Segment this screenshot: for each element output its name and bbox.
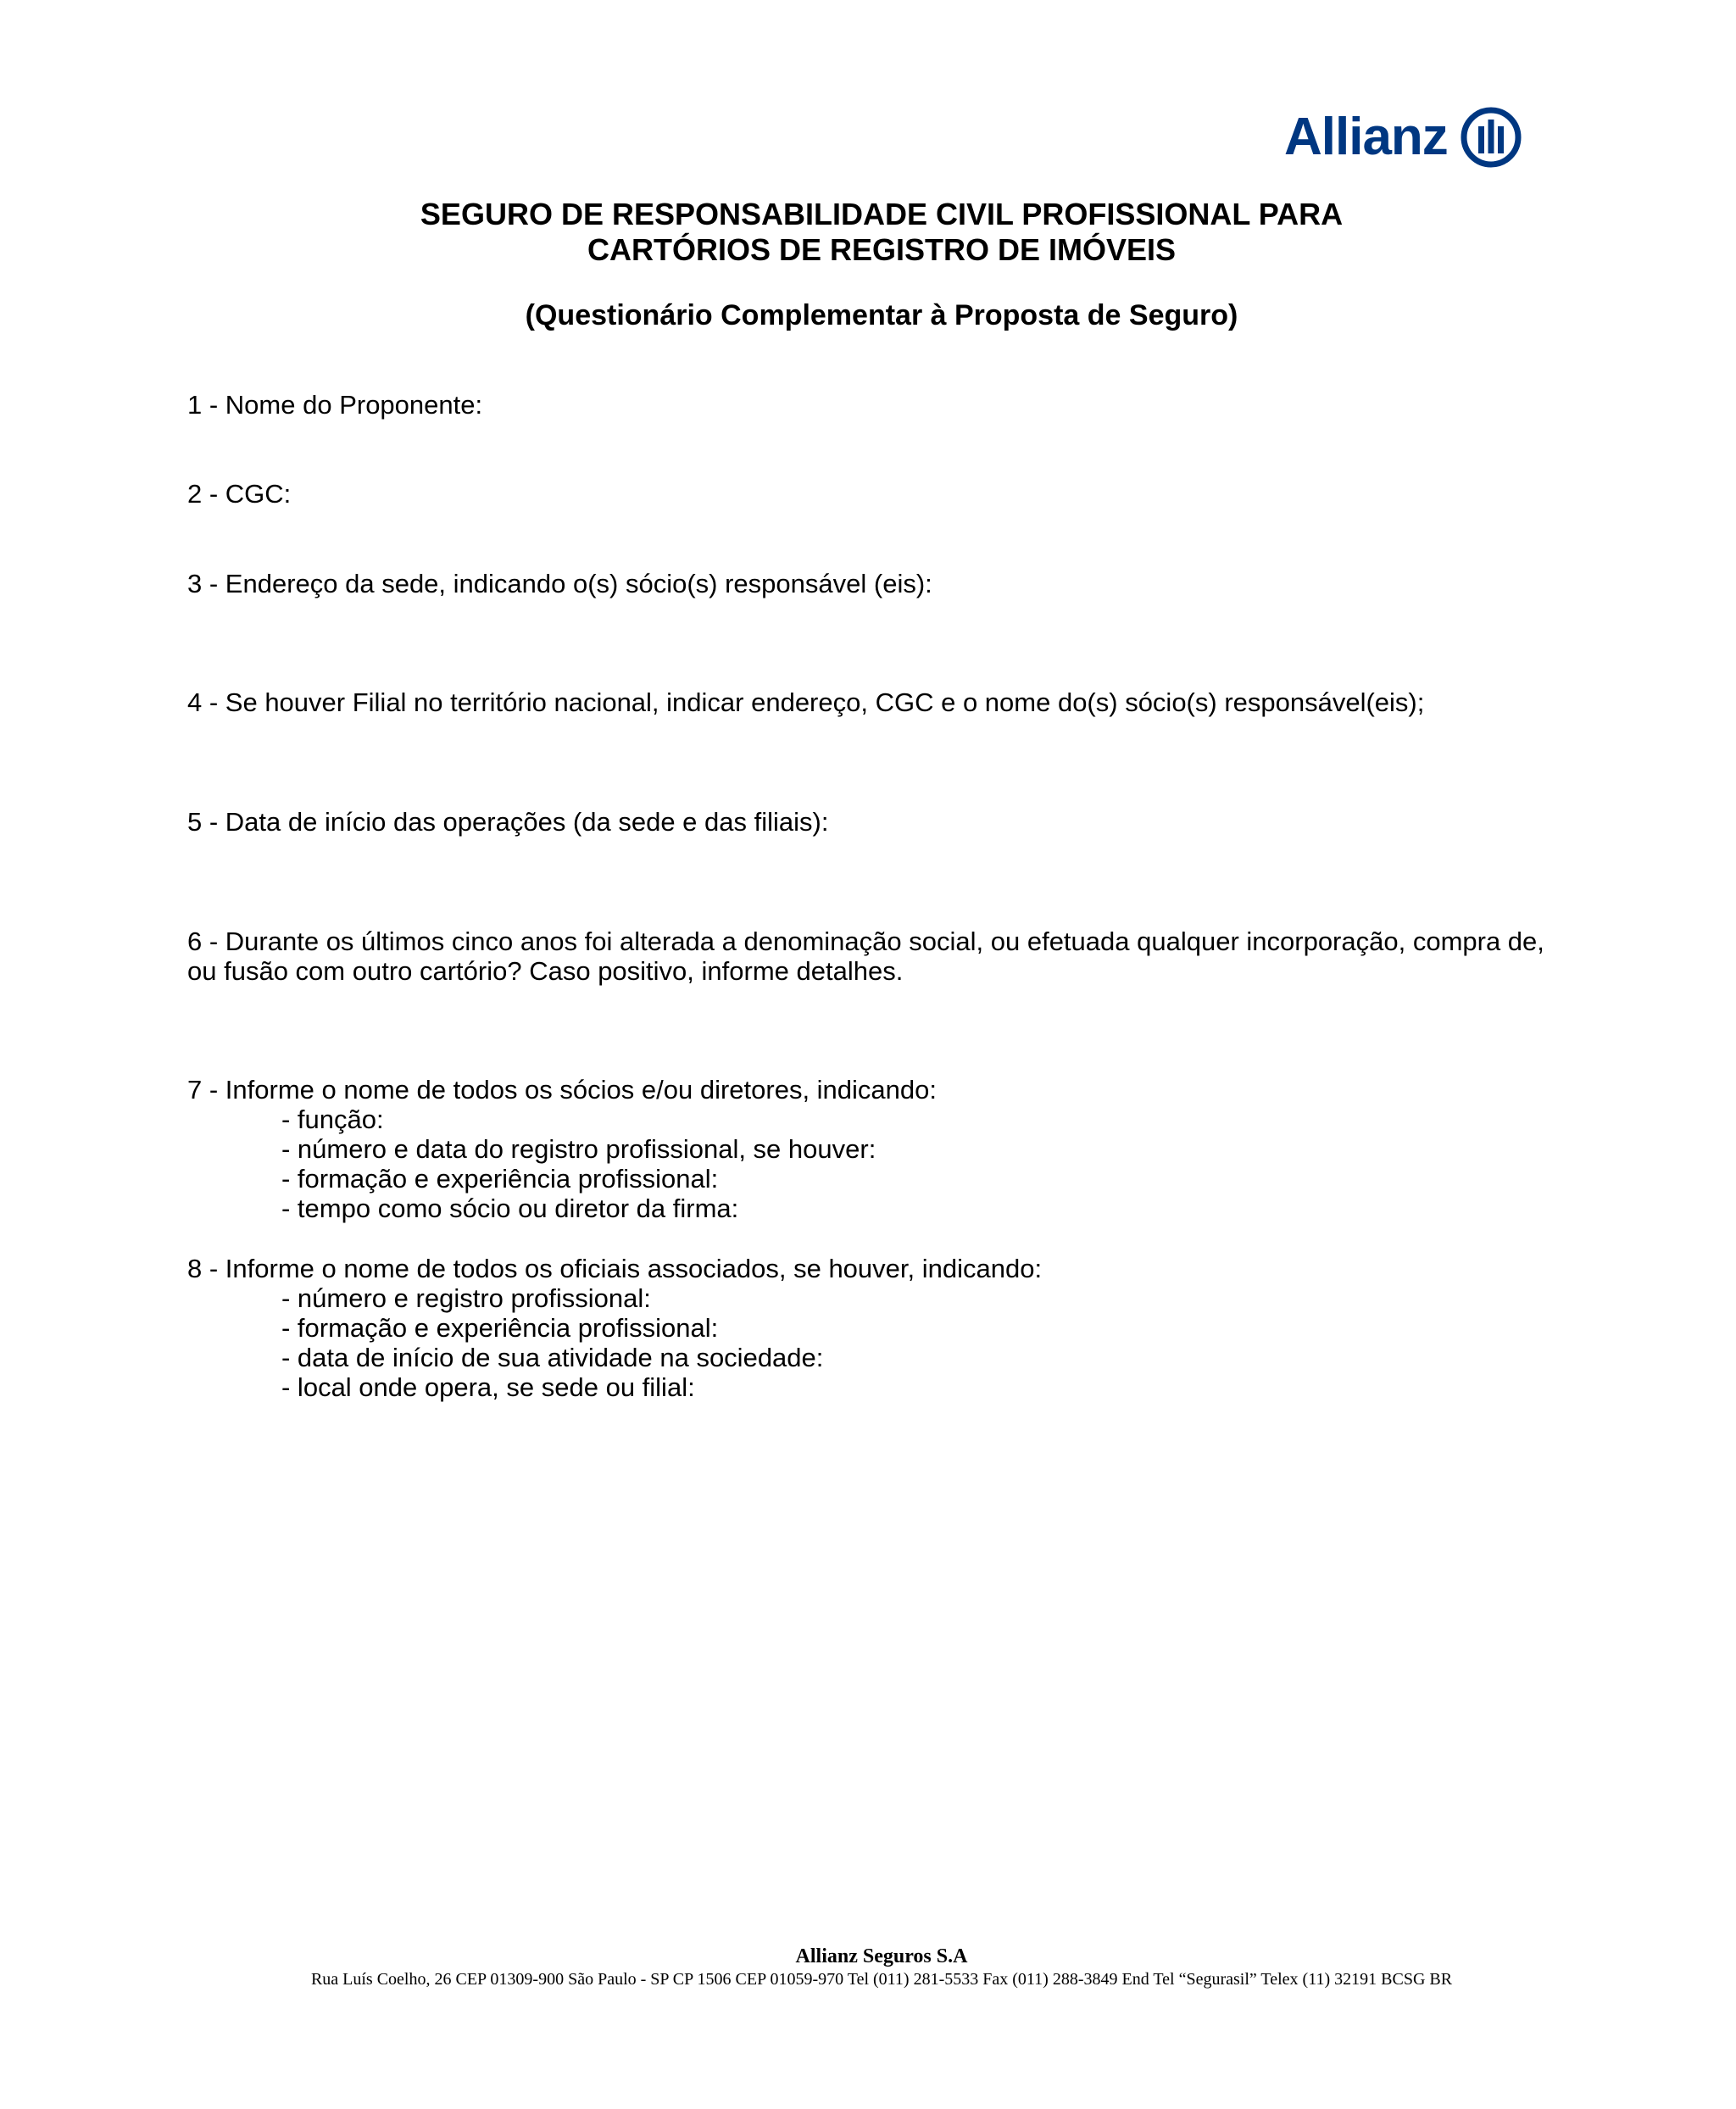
question-4 (187, 687, 1594, 717)
question-7-text: 7 - Informe o nome de todos os sócios e/ou diretores, indicando: (187, 1075, 937, 1105)
question-1-text: 1 - Nome do Proponente: (187, 390, 483, 420)
question-5 (187, 807, 1594, 837)
question-6 (187, 927, 1594, 986)
footer-company: Allianz Seguros S.A (795, 1945, 968, 1967)
question-7-item: - número e data do registro profissional, se houver: (281, 1134, 876, 1164)
title-line-1: SEGURO DE RESPONSABILIDADE CIVIL PROFISSIONAL PARA (420, 197, 1344, 231)
allianz-eagle-icon (1460, 106, 1522, 169)
question-8-text: 8 - Informe o nome de todos os oficiais associados, se houver, indicando: (187, 1254, 1043, 1283)
question-8-item: - data de início de sua atividade na sociedade: (281, 1343, 824, 1372)
question-7-item: - função: (281, 1105, 384, 1134)
footer-address: Rua Luís Coelho, 26 CEP 01309-900 São Paulo - SP CP 1506 CEP 01059-970 Tel (011) 281-5533 Fax (011) 288-3849 End Tel “Segurasil” Telex (11) 32191 BCSG BR (310, 1970, 1453, 1989)
question-6-line-1: 6 - Durante os últimos cinco anos foi alterada a denominação social, ou efetuada qualquer incorporação, compra de, (187, 927, 1544, 956)
question-1 (187, 390, 1594, 420)
allianz-logo (1284, 103, 1522, 171)
question-3-text: 3 - Endereço da sede, indicando o(s) sócio(s) responsável (eis): (187, 569, 932, 598)
document-title (0, 197, 1736, 268)
question-6-line-2: ou fusão com outro cartório? Caso positivo, informe detalhes. (187, 956, 904, 986)
question-2 (187, 479, 1594, 509)
question-2-text: 2 - CGC: (187, 479, 292, 509)
document-subtitle: (Questionário Complementar à Proposta de Seguro) (525, 299, 1238, 331)
question-8 (187, 1254, 1594, 1402)
question-7 (187, 1075, 1594, 1223)
question-3 (187, 569, 1594, 598)
question-8-item: - número e registro profissional: (281, 1283, 651, 1313)
logo-text: Allianz (1284, 108, 1448, 166)
question-8-item: - formação e experiência profissional: (281, 1313, 719, 1343)
question-8-item: - local onde opera, se sede ou filial: (281, 1372, 695, 1402)
question-5-text: 5 - Data de início das operações (da sede e das filiais): (187, 807, 829, 837)
title-line-2: CARTÓRIOS DE REGISTRO DE IMÓVEIS (587, 232, 1177, 267)
question-4-text: 4 - Se houver Filial no território nacional, indicar endereço, CGC e o nome do(s) sócio(s) responsável(eis); (187, 687, 1425, 717)
question-7-item: - formação e experiência profissional: (281, 1164, 719, 1194)
question-7-item: - tempo como sócio ou diretor da firma: (281, 1194, 739, 1223)
